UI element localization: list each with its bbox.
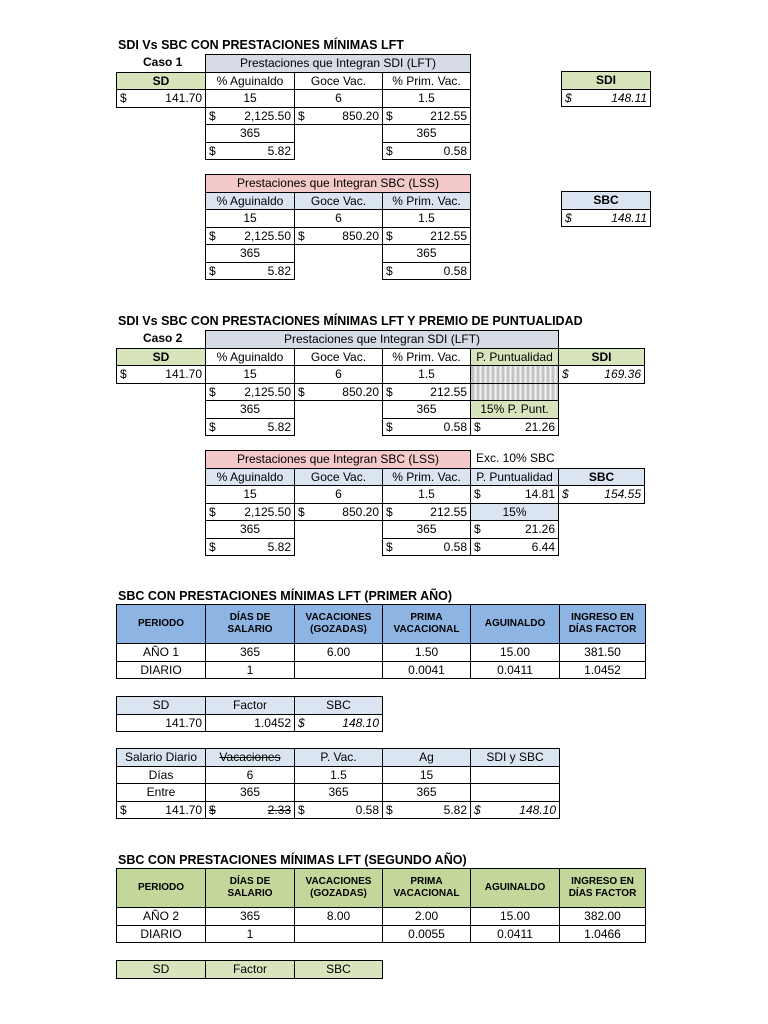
sdi-lft-header: Prestaciones que Integran SDI (LFT) [206, 331, 559, 349]
col-goce-vac: Goce Vac. [295, 468, 383, 486]
prim-amount[interactable]: $ 212.55 [383, 383, 471, 401]
col-prim-vac: % Prim. Vac. [383, 348, 471, 366]
col-aguinaldo: % Aguinaldo [206, 72, 295, 90]
col-vacaciones: Vacaciones [206, 749, 295, 767]
table-cell[interactable]: 382.00 [560, 908, 646, 926]
section-title-caso2: SDI Vs SBC CON PRESTACIONES MÍNIMAS LFT Y PREMIO DE PUNTUALIDAD [118, 314, 583, 328]
section-title-caso1: SDI Vs SBC CON PRESTACIONES MÍNIMAS LFT [118, 38, 404, 52]
table-cell[interactable]: 2.00 [383, 908, 471, 926]
col-prim-vac: % Prim. Vac. [383, 192, 471, 210]
col-puntualidad: P. Puntualidad [471, 468, 559, 486]
puntualidad-hatched-cell [471, 383, 559, 401]
col-goce-vac: Goce Vac. [295, 192, 383, 210]
pvac-entre[interactable]: 365 [295, 784, 383, 802]
table-cell[interactable]: 1 [206, 661, 295, 679]
sdi-value[interactable]: $ 169.36 [559, 366, 645, 384]
ag-entre[interactable]: 365 [383, 784, 471, 802]
table-cell[interactable]: 1 [206, 925, 295, 943]
aguinaldo-daily[interactable]: $ 5.82 [206, 538, 295, 556]
col-puntualidad: P. Puntualidad [471, 348, 559, 366]
table-cell[interactable]: 365 [206, 644, 295, 662]
goce-days[interactable]: 6 [295, 366, 383, 384]
sbc-value[interactable]: $ 148.10 [295, 714, 383, 732]
puntualidad-hatched-cell [471, 366, 559, 384]
table-cell[interactable]: AÑO 2 [117, 908, 206, 926]
aguinaldo-days[interactable]: 15 [206, 366, 295, 384]
col-periodo: PERIODO [117, 605, 206, 644]
col-aguinaldo: % Aguinaldo [206, 468, 295, 486]
puntualidad-pct[interactable]: 15% P. Punt. [471, 401, 559, 419]
aguinaldo-divisor[interactable]: 365 [206, 401, 295, 419]
aguinaldo-divisor[interactable]: 365 [206, 125, 295, 143]
col-vacaciones: VACACIONES (GOZADAS) [295, 869, 383, 908]
table-cell[interactable] [295, 661, 383, 679]
col-prima-vacacional: PRIMA VACACIONAL [383, 605, 471, 644]
sbc-label: SBC [559, 468, 645, 486]
prim-daily[interactable]: $ 0.58 [383, 418, 471, 436]
col-aguinaldo: % Aguinaldo [206, 192, 295, 210]
table-cell[interactable]: 0.0055 [383, 925, 471, 943]
sd-value[interactable]: 141.70 [117, 714, 206, 732]
section-title-segundo-anio: SBC CON PRESTACIONES MÍNIMAS LFT (SEGUNDO AÑO) [118, 853, 467, 867]
sdi-value[interactable]: $ 148.11 [562, 89, 651, 107]
col-goce-vac: Goce Vac. [295, 72, 383, 90]
table-row [117, 925, 646, 943]
col-prima-vacacional: PRIMA VACACIONAL [383, 869, 471, 908]
factor-value[interactable]: 1.0452 [206, 714, 295, 732]
aguinaldo-divisor[interactable]: 365 [206, 521, 295, 539]
table-cell[interactable]: DIARIO [117, 661, 206, 679]
col-sd: SD [117, 72, 206, 90]
empty-cell[interactable] [471, 784, 560, 802]
caso1-sbc-result [561, 191, 651, 227]
sbc-lss-header: Prestaciones que Integran SBC (LSS) [206, 451, 471, 469]
entre-label: Entre [117, 784, 206, 802]
sdi-label: SDI [559, 348, 645, 366]
sbc-label: SBC [295, 961, 383, 979]
table-cell[interactable]: 6.00 [295, 644, 383, 662]
exc-label: Exc. 10% SBC [476, 451, 555, 465]
aguinaldo-daily[interactable]: $ 5.82 [206, 418, 295, 436]
col-vacaciones: VACACIONES (GOZADAS) [295, 605, 383, 644]
goce-amount[interactable]: $ 850.20 [295, 503, 383, 521]
col-ag: Ag [383, 749, 471, 767]
table-row [117, 908, 646, 926]
total-value[interactable]: $ 148.10 [471, 801, 560, 819]
caso2-sbc-table [205, 450, 645, 556]
caso1-label: Caso 1 [143, 55, 183, 69]
col-ingreso-factor: INGRESO EN DÍAS FACTOR [560, 605, 646, 644]
col-ingreso-factor: INGRESO EN DÍAS FACTOR [560, 869, 646, 908]
table-cell[interactable]: 15.00 [471, 644, 560, 662]
goce-days[interactable]: 6 [295, 210, 383, 228]
pvac-dias[interactable]: 1.5 [295, 766, 383, 784]
prim-pct[interactable]: 1.5 [383, 210, 471, 228]
prim-daily[interactable]: $ 0.58 [383, 538, 471, 556]
table-cell[interactable]: 1.0466 [560, 925, 646, 943]
sd-label: SD [117, 697, 206, 715]
empty-cell[interactable] [471, 766, 560, 784]
col-aguinaldo: AGUINALDO [471, 869, 560, 908]
caso1-sdi-result [561, 71, 651, 107]
prim-divisor[interactable]: 365 [383, 521, 471, 539]
table-cell[interactable]: 15.00 [471, 908, 560, 926]
sbc-value[interactable]: $ 154.55 [559, 486, 645, 504]
aguinaldo-days[interactable]: 15 [206, 210, 295, 228]
prim-amount[interactable]: $ 212.55 [383, 227, 471, 245]
aguinaldo-amount[interactable]: $ 2,125.50 [206, 107, 295, 125]
sd-value-cell[interactable]: $ 141.70 [117, 366, 206, 384]
sbc-lss-header: Prestaciones que Integran SBC (LSS) [206, 175, 471, 193]
goce-amount[interactable]: $ 850.20 [295, 383, 383, 401]
prim-divisor[interactable]: 365 [383, 401, 471, 419]
sbc-label: SBC [562, 192, 651, 210]
vac-entre[interactable]: 365 [206, 784, 295, 802]
prim-daily[interactable]: $ 0.58 [383, 262, 471, 280]
pvac-value[interactable]: $ 0.58 [295, 801, 383, 819]
puntualidad-daily[interactable]: $ 21.26 [471, 418, 559, 436]
aguinaldo-days[interactable]: 15 [206, 486, 295, 504]
prim-divisor[interactable]: 365 [383, 125, 471, 143]
factor-label: Factor [206, 961, 295, 979]
table-cell[interactable]: 0.0041 [383, 661, 471, 679]
aguinaldo-daily[interactable]: $ 5.82 [206, 142, 295, 160]
table-cell[interactable]: DIARIO [117, 925, 206, 943]
vac-value[interactable]: $ 2.33 [206, 801, 295, 819]
caso1-sbc-table [205, 174, 471, 280]
prim-amount[interactable]: $ 212.55 [383, 503, 471, 521]
prim-pct[interactable]: 1.5 [383, 90, 471, 108]
table-cell[interactable]: 1.0452 [560, 661, 646, 679]
sbc-label: SBC [295, 697, 383, 715]
col-goce-vac: Goce Vac. [295, 348, 383, 366]
table-cell[interactable]: 0.0411 [471, 661, 560, 679]
section-title-primer-anio: SBC CON PRESTACIONES MÍNIMAS LFT (PRIMER AÑO) [118, 589, 453, 603]
col-salario-diario: Salario Diario [117, 749, 206, 767]
exc-punt[interactable]: $ 21.26 [471, 521, 559, 539]
prim-pct[interactable]: 1.5 [383, 486, 471, 504]
col-p-vac: P. Vac. [295, 749, 383, 767]
col-dias-salario: DÍAS DE SALARIO [206, 869, 295, 908]
sd-label: SD [117, 961, 206, 979]
table-cell[interactable]: AÑO 1 [117, 644, 206, 662]
goce-amount[interactable]: $ 850.20 [295, 227, 383, 245]
table-cell[interactable]: 0.0411 [471, 925, 560, 943]
table-cell[interactable]: 1.50 [383, 644, 471, 662]
col-prim-vac: % Prim. Vac. [383, 468, 471, 486]
col-aguinaldo: AGUINALDO [471, 605, 560, 644]
prim-pct[interactable]: 1.5 [383, 366, 471, 384]
table-cell[interactable] [295, 925, 383, 943]
prim-daily[interactable]: $ 0.58 [383, 142, 471, 160]
aguinaldo-amount[interactable]: $ 2,125.50 [206, 383, 295, 401]
aguinaldo-days[interactable]: 15 [206, 90, 295, 108]
goce-amount[interactable]: $ 850.20 [295, 107, 383, 125]
col-aguinaldo: % Aguinaldo [206, 348, 295, 366]
segundo-anio-table [116, 868, 646, 943]
table-row [117, 644, 646, 662]
caso1-sdi-table [116, 54, 471, 160]
sd-value-cell[interactable]: $ 141.70 [117, 90, 206, 108]
exc-amount[interactable]: $ 14.81 [471, 486, 559, 504]
prim-divisor[interactable]: 365 [383, 245, 471, 263]
aguinaldo-amount[interactable]: $ 2,125.50 [206, 503, 295, 521]
factor-label: Factor [206, 697, 295, 715]
col-sd: SD [117, 348, 206, 366]
dias-label: Días [117, 766, 206, 784]
sd-value[interactable]: $ 141.70 [117, 801, 206, 819]
col-sdi-sbc: SDI y SBC [471, 749, 560, 767]
ag-value[interactable]: $ 5.82 [383, 801, 471, 819]
caso2-label: Caso 2 [143, 331, 183, 345]
calc-table [116, 748, 560, 819]
vac-dias[interactable]: 6 [206, 766, 295, 784]
col-periodo: PERIODO [117, 869, 206, 908]
table-row [117, 661, 646, 679]
col-prim-vac: % Prim. Vac. [383, 72, 471, 90]
caso2-sdi-table [116, 330, 645, 436]
table-cell[interactable]: 381.50 [560, 644, 646, 662]
ag-dias[interactable]: 15 [383, 766, 471, 784]
col-dias-salario: DÍAS DE SALARIO [206, 605, 295, 644]
aguinaldo-divisor[interactable]: 365 [206, 245, 295, 263]
table-cell[interactable]: 8.00 [295, 908, 383, 926]
aguinaldo-amount[interactable]: $ 2,125.50 [206, 227, 295, 245]
exc-diff[interactable]: $ 6.44 [471, 538, 559, 556]
goce-days[interactable]: 6 [295, 486, 383, 504]
primer-anio-sbc-table [116, 696, 383, 732]
sdi-lft-header: Prestaciones que Integran SDI (LFT) [206, 55, 471, 73]
table-cell[interactable]: 365 [206, 908, 295, 926]
exc-pct[interactable]: 15% [471, 503, 559, 521]
sdi-label: SDI [562, 72, 651, 90]
segundo-anio-sbc-table [116, 960, 383, 979]
primer-anio-table [116, 604, 646, 679]
prim-amount[interactable]: $ 212.55 [383, 107, 471, 125]
sbc-value[interactable]: $ 148.11 [562, 209, 651, 227]
goce-days[interactable]: 6 [295, 90, 383, 108]
aguinaldo-daily[interactable]: $ 5.82 [206, 262, 295, 280]
